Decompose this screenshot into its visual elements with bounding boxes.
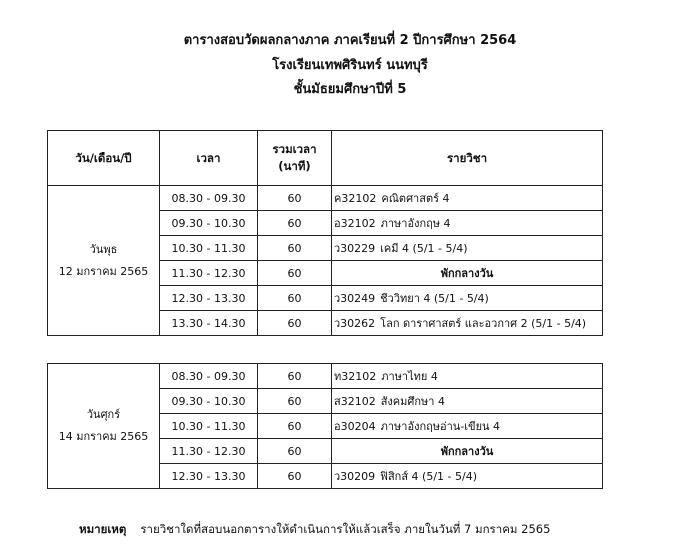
column-header-duration (258, 131, 332, 186)
subject-cell (332, 211, 603, 236)
subject-cell (332, 389, 603, 414)
duration-cell: 60 (258, 464, 332, 489)
subject-code: ท32102 (334, 370, 377, 383)
column-header-day: วัน/เดือน/ปี (48, 131, 160, 186)
subject-name: คณิตศาสตร์ 4 (381, 192, 450, 205)
subject-cell (332, 464, 603, 489)
duration-cell: 60 (258, 261, 332, 286)
subject-name: ชีววิทยา 4 (5/1 - 5/4) (380, 292, 489, 305)
duration-cell: 60 (258, 364, 332, 389)
column-header-time: เวลา (160, 131, 258, 186)
duration-cell: 60 (258, 236, 332, 261)
table-header-row (48, 131, 603, 186)
subject-code: อ32102 (334, 217, 376, 230)
duration-cell: 60 (258, 389, 332, 414)
column-header-duration-line1: รวมเวลา (272, 142, 317, 156)
subject-name: ภาษาไทย 4 (381, 370, 438, 383)
subject-code: ว30262 (334, 317, 376, 330)
time-cell: 11.30 - 12.30 (160, 439, 258, 464)
exam-day-cell (48, 186, 160, 336)
duration-cell: 60 (258, 414, 332, 439)
lunch-break-cell: พักกลางวัน (332, 261, 603, 286)
subject-name: ภาษาอังกฤษ 4 (380, 217, 451, 230)
lunch-break-cell: พักกลางวัน (332, 439, 603, 464)
time-cell: 11.30 - 12.30 (160, 261, 258, 286)
exam-weekday: วันศุกร์ (86, 408, 121, 421)
time-cell: 09.30 - 10.30 (160, 211, 258, 236)
exam-schedule-table-day2 (47, 363, 603, 489)
school-name: โรงเรียนเทพศิรินทร์ นนทบุรี (272, 58, 428, 73)
exam-weekday: วันพุธ (89, 242, 118, 256)
time-cell: 08.30 - 09.30 (160, 186, 258, 211)
subject-code: อ30204 (334, 420, 376, 433)
time-cell: 13.30 - 14.30 (160, 311, 258, 336)
subject-code: ว30249 (334, 292, 376, 305)
subject-name: สังคมศึกษา 4 (380, 395, 445, 408)
footnote (79, 521, 550, 539)
time-cell: 08.30 - 09.30 (160, 364, 258, 389)
subject-name: ภาษาอังกฤษอ่าน-เขียน 4 (380, 420, 501, 433)
subject-code: ว30229 (334, 242, 376, 255)
footnote-text: รายวิชาใดที่สอบนอกตารางให้ดำเนินการให้แล้วเสร็จ ภายในวันที่ 7 มกราคม 2565 (140, 522, 551, 536)
exam-schedule-table-day1 (47, 130, 603, 336)
duration-cell: 60 (258, 186, 332, 211)
subject-cell (332, 311, 603, 336)
subject-name: โลก ดาราศาสตร์ และอวกาศ 2 (5/1 - 5/4) (380, 317, 587, 330)
table-row (48, 186, 603, 211)
document-title: ตารางสอบวัดผลกลางภาค ภาคเรียนที่ 2 ปีการศึกษา 2564 (183, 33, 517, 48)
duration-cell: 60 (258, 211, 332, 236)
exam-date: 14 มกราคม 2565 (58, 430, 149, 443)
subject-name: เคมี 4 (5/1 - 5/4) (380, 242, 468, 255)
duration-cell: 60 (258, 311, 332, 336)
time-cell: 12.30 - 13.30 (160, 464, 258, 489)
subject-cell (332, 364, 603, 389)
exam-date: 12 มกราคม 2565 (58, 264, 149, 278)
duration-cell: 60 (258, 439, 332, 464)
exam-day-cell (48, 364, 160, 489)
subject-cell (332, 186, 603, 211)
table-row (48, 364, 603, 389)
time-cell: 12.30 - 13.30 (160, 286, 258, 311)
subject-code: ส32102 (334, 395, 376, 408)
time-cell: 09.30 - 10.30 (160, 389, 258, 414)
grade-level: ชั้นมัธยมศึกษาปีที่ 5 (293, 82, 407, 97)
footnote-label: หมายเหตุ (79, 522, 127, 536)
subject-code: ค32102 (334, 192, 377, 205)
time-cell: 10.30 - 11.30 (160, 236, 258, 261)
column-header-subject: รายวิชา (332, 131, 603, 186)
subject-cell (332, 414, 603, 439)
subject-code: ว30209 (334, 470, 376, 483)
subject-name: ฟิสิกส์ 4 (5/1 - 5/4) (380, 470, 477, 483)
subject-cell (332, 236, 603, 261)
time-cell: 10.30 - 11.30 (160, 414, 258, 439)
column-header-duration-line2: (นาที) (278, 159, 311, 173)
subject-cell (332, 286, 603, 311)
duration-cell: 60 (258, 286, 332, 311)
